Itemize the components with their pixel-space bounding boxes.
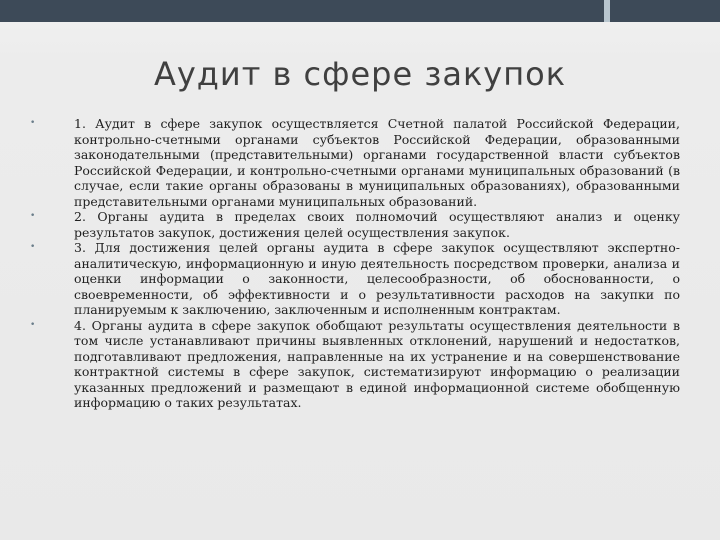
top-decorative-bar <box>0 0 720 22</box>
bullet-icon: • <box>30 118 36 128</box>
bullet-list <box>30 116 680 411</box>
bullet-item-4 <box>30 318 680 411</box>
bullet-text: 4. Органы аудита в сфере закупок обобщают результаты осуществления деятельности в том числе устанавливают причины выявленных отклонений, нарушений и недостатков, подготавливают предложения, направленные на их устранение и на совершенствование контрактной системы в сфере закупок, систематизируют информацию о реализации указанных предложений и размещают в единой информационной системе обобщенную информацию о таких результатах. <box>74 317 680 410</box>
bullet-text: 2. Органы аудита в пределах своих полномочий осуществляют анализ и оценку результатов закупок, достижения целей осуществления закупок. <box>74 209 680 240</box>
bullet-text: 3. Для достижения целей органы аудита в сфере закупок осуществляют экспертно-аналитическую, информационную и иную деятельность посредством проверки, анализа и оценки информации о законности, целесообразности, об обоснованности, о своевременности, об эффективности и о результативности расходов на закупки по планируемым к заключению, заключенным и исполненным контрактам. <box>74 240 680 317</box>
bullet-icon: • <box>30 319 36 330</box>
top-bar-accent <box>604 0 610 22</box>
bullet-item-3 <box>30 240 680 318</box>
bullet-text: 1. Аудит в сфере закупок осуществляется Счетной палатой Российской Федерации, контрольно-счетными органами субъектов Российской Федерации, образованными законодательными (представительными) органами государственной власти субъектов Российской Федерации, и контрольно-счетными органами муниципальных образований (в случае, если такие органы образованы в муниципальных образованиях), образованными представительными органами муниципальных образований. <box>74 116 680 209</box>
bullet-item-2 <box>30 209 680 240</box>
bullet-icon: • <box>30 211 36 221</box>
slide-title: Аудит в сфере закупок <box>153 55 567 93</box>
bullet-icon: • <box>30 242 36 252</box>
bullet-item-1 <box>30 116 680 209</box>
